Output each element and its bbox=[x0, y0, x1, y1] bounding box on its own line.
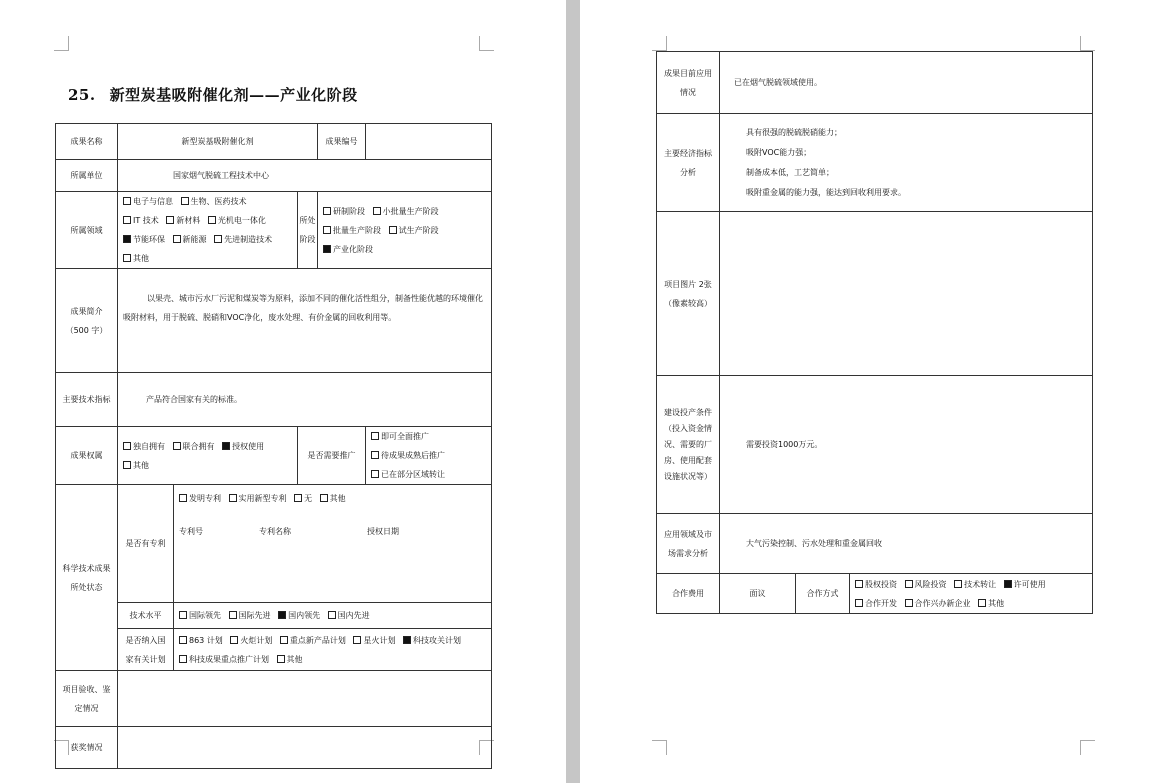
tech-text[interactable]: 产品符合国家有关的标准。 bbox=[118, 373, 492, 427]
field-options bbox=[118, 192, 298, 269]
plan-options bbox=[174, 629, 492, 671]
stage-options bbox=[318, 192, 492, 269]
checkbox-option[interactable] bbox=[123, 216, 159, 225]
intro-label: 成果简介 bbox=[70, 306, 103, 316]
margin-mark bbox=[54, 36, 69, 51]
checkbox-empty-icon[interactable] bbox=[230, 636, 238, 644]
checkbox-option[interactable] bbox=[222, 442, 264, 451]
checkbox-empty-icon[interactable] bbox=[978, 599, 986, 607]
intro-sub: （500 字） bbox=[65, 325, 108, 335]
checkbox-option[interactable] bbox=[277, 655, 303, 664]
page-gutter bbox=[566, 0, 580, 783]
title-number: 25. bbox=[68, 86, 96, 104]
checkbox-label: 国内先进 bbox=[337, 611, 370, 620]
invest-label: 建设投产条件（投入资金情况、需要的厂房、使用配套设施状况等） bbox=[657, 376, 720, 514]
checkbox-option[interactable] bbox=[954, 580, 996, 589]
margin-mark bbox=[1080, 740, 1095, 755]
checkbox-checked-icon[interactable] bbox=[403, 636, 411, 644]
code-label: 成果编号 bbox=[318, 124, 366, 160]
checkbox-option[interactable] bbox=[173, 235, 207, 244]
checkbox-label: 科技攻关计划 bbox=[413, 635, 461, 645]
checkbox-label: 联合拥有 bbox=[182, 441, 215, 451]
right-page bbox=[580, 0, 1156, 783]
checkbox-label: 国际先进 bbox=[238, 611, 271, 620]
checkbox-option[interactable] bbox=[373, 207, 439, 216]
checkbox-label: 研制阶段 bbox=[333, 206, 366, 216]
checkbox-empty-icon[interactable] bbox=[277, 655, 285, 663]
checkbox-label: 许可使用 bbox=[1013, 579, 1046, 589]
checkbox-empty-icon[interactable] bbox=[371, 451, 379, 459]
mode-options bbox=[850, 574, 1093, 614]
checkbox-label: 无 bbox=[304, 494, 313, 503]
checkbox-label: 其他 bbox=[286, 654, 303, 664]
checkbox-empty-icon[interactable] bbox=[320, 494, 328, 502]
checkbox-label: IT 技术 bbox=[133, 216, 159, 225]
checkbox-label: 重点新产品计划 bbox=[289, 635, 346, 645]
checkbox-checked-icon[interactable] bbox=[278, 611, 286, 619]
checkbox-label: 风险投资 bbox=[914, 579, 947, 589]
checkbox-label: 电子与信息 bbox=[133, 197, 173, 206]
intro-label-cell bbox=[56, 269, 118, 373]
checkbox-option[interactable] bbox=[978, 599, 1004, 608]
patent-options bbox=[179, 489, 486, 508]
checkbox-empty-icon[interactable] bbox=[166, 216, 174, 224]
patent-col-number: 专利号 bbox=[179, 527, 203, 536]
econ-line: 具有很强的脱硫脱硝能力； bbox=[746, 127, 842, 137]
patent-col-date: 授权日期 bbox=[367, 527, 399, 536]
field-label: 所属领域 bbox=[56, 192, 118, 269]
checkbox-label: 先进制造技术 bbox=[224, 235, 273, 244]
checkbox-option[interactable] bbox=[179, 636, 223, 645]
margin-mark bbox=[652, 36, 667, 51]
checkbox-option[interactable] bbox=[166, 216, 200, 225]
checkbox-checked-icon[interactable] bbox=[222, 442, 230, 450]
checkbox-checked-icon[interactable] bbox=[1004, 580, 1012, 588]
checkbox-checked-icon[interactable] bbox=[323, 245, 331, 253]
econ-line: 制备成本低，工艺简单； bbox=[746, 167, 834, 177]
accept-value[interactable] bbox=[118, 671, 492, 727]
checkbox-option[interactable] bbox=[855, 580, 897, 589]
mode-label: 合作方式 bbox=[796, 574, 850, 614]
checkbox-empty-icon[interactable] bbox=[371, 432, 379, 440]
checkbox-empty-icon[interactable] bbox=[181, 197, 189, 205]
checkbox-label: 已在部分区域转让 bbox=[381, 470, 446, 479]
achievement-form-left bbox=[55, 123, 492, 769]
page-title bbox=[68, 84, 358, 105]
checkbox-option[interactable] bbox=[320, 494, 346, 503]
checkbox-label: 即可全面推广 bbox=[381, 432, 430, 441]
checkbox-option[interactable] bbox=[371, 470, 445, 479]
checkbox-empty-icon[interactable] bbox=[954, 580, 962, 588]
images-label: 项目图片 2张（像素较高） bbox=[657, 212, 720, 376]
econ-label: 主要经济指标分析 bbox=[657, 114, 720, 212]
checkbox-empty-icon[interactable] bbox=[323, 226, 331, 234]
checkbox-option[interactable] bbox=[323, 207, 365, 216]
name-label: 成果名称 bbox=[56, 124, 118, 160]
checkbox-option[interactable] bbox=[230, 636, 272, 645]
checkbox-option[interactable] bbox=[123, 461, 149, 470]
checkbox-empty-icon[interactable] bbox=[229, 494, 237, 502]
checkbox-label: 节能环保 bbox=[133, 235, 165, 244]
checkbox-label: 光机电一体化 bbox=[217, 216, 266, 225]
checkbox-empty-icon[interactable] bbox=[389, 226, 397, 234]
checkbox-label: 合作开发 bbox=[865, 598, 897, 608]
checkbox-label: 批量生产阶段 bbox=[333, 225, 382, 235]
checkbox-empty-icon[interactable] bbox=[179, 611, 187, 619]
checkbox-label: 国际领先 bbox=[189, 611, 221, 620]
checkbox-option[interactable] bbox=[123, 197, 173, 206]
fee-value[interactable]: 面议 bbox=[720, 574, 796, 614]
checkbox-option[interactable] bbox=[208, 216, 266, 225]
rights-label: 成果权属 bbox=[56, 427, 118, 485]
checkbox-option[interactable] bbox=[123, 442, 165, 451]
checkbox-label: 科技成果重点推广计划 bbox=[189, 654, 269, 664]
checkbox-option[interactable] bbox=[905, 580, 947, 589]
rights-options bbox=[118, 427, 298, 485]
margin-mark bbox=[1080, 36, 1095, 51]
checkbox-empty-icon[interactable] bbox=[373, 207, 381, 215]
checkbox-empty-icon[interactable] bbox=[294, 494, 302, 502]
checkbox-empty-icon[interactable] bbox=[905, 599, 913, 607]
checkbox-label: 股权投资 bbox=[865, 579, 897, 589]
market-text[interactable]: 大气污染控制、污水处理和重金属回收 bbox=[720, 514, 1093, 574]
checkbox-empty-icon[interactable] bbox=[179, 636, 187, 644]
checkbox-empty-icon[interactable] bbox=[123, 254, 131, 262]
checkbox-option[interactable] bbox=[371, 451, 445, 460]
checkbox-empty-icon[interactable] bbox=[123, 216, 131, 224]
checkbox-label: 小批量生产阶段 bbox=[382, 206, 439, 216]
checkbox-empty-icon[interactable] bbox=[328, 611, 336, 619]
level-label: 技术水平 bbox=[118, 603, 174, 629]
patent-columns bbox=[179, 522, 486, 541]
checkbox-label: 技术转让 bbox=[964, 579, 997, 589]
status-label: 科学技术成果所处状态 bbox=[56, 485, 118, 671]
level-options bbox=[174, 603, 492, 629]
stage-label: 所处阶段 bbox=[298, 192, 318, 269]
checkbox-label: 发明专利 bbox=[189, 494, 221, 503]
market-label: 应用领域及市场需求分析 bbox=[657, 514, 720, 574]
checkbox-label: 试生产阶段 bbox=[398, 225, 439, 235]
checkbox-label: 授权使用 bbox=[232, 441, 265, 451]
checkbox-option[interactable] bbox=[371, 432, 429, 441]
checkbox-option[interactable] bbox=[123, 254, 149, 263]
checkbox-empty-icon[interactable] bbox=[280, 636, 288, 644]
checkbox-empty-icon[interactable] bbox=[353, 636, 361, 644]
checkbox-empty-icon[interactable] bbox=[123, 442, 131, 450]
checkbox-option[interactable] bbox=[280, 636, 346, 645]
checkbox-empty-icon[interactable] bbox=[123, 461, 131, 469]
checkbox-label: 产业化阶段 bbox=[333, 244, 374, 254]
checkbox-option[interactable] bbox=[328, 611, 370, 620]
award-value[interactable] bbox=[118, 727, 492, 769]
checkbox-empty-icon[interactable] bbox=[229, 611, 237, 619]
patent-label: 是否有专利 bbox=[118, 485, 174, 603]
checkbox-empty-icon[interactable] bbox=[173, 235, 181, 243]
checkbox-option[interactable] bbox=[323, 226, 381, 235]
checkbox-label: 其他 bbox=[988, 598, 1005, 608]
checkbox-option[interactable] bbox=[1004, 580, 1046, 589]
checkbox-empty-icon[interactable] bbox=[905, 580, 913, 588]
accept-label: 项目验收、鉴定情况 bbox=[56, 671, 118, 727]
checkbox-empty-icon[interactable] bbox=[323, 207, 331, 215]
checkbox-option[interactable] bbox=[179, 494, 221, 503]
checkbox-option[interactable] bbox=[389, 226, 439, 235]
margin-mark bbox=[652, 740, 667, 755]
checkbox-label: 星火计划 bbox=[363, 635, 396, 645]
checkbox-option[interactable] bbox=[353, 636, 395, 645]
checkbox-option[interactable] bbox=[294, 494, 312, 503]
checkbox-label: 其他 bbox=[329, 494, 346, 503]
checkbox-label: 国内领先 bbox=[288, 611, 321, 620]
checkbox-empty-icon[interactable] bbox=[371, 470, 379, 478]
checkbox-label: 其他 bbox=[133, 254, 149, 263]
promo-label: 是否需要推广 bbox=[298, 427, 366, 485]
checkbox-label: 863 计划 bbox=[189, 635, 223, 645]
econ-lines[interactable] bbox=[720, 114, 1093, 212]
intro-text-cell[interactable] bbox=[118, 269, 492, 373]
econ-line: 吸附VOC能力强； bbox=[746, 147, 812, 157]
app-label: 成果目前应用情况 bbox=[657, 52, 720, 114]
checkbox-empty-icon[interactable] bbox=[173, 442, 181, 450]
checkbox-option[interactable] bbox=[181, 197, 247, 206]
left-page bbox=[0, 0, 566, 783]
checkbox-empty-icon[interactable] bbox=[179, 494, 187, 502]
checkbox-option[interactable] bbox=[278, 611, 320, 620]
award-label: 获奖情况 bbox=[56, 727, 118, 769]
checkbox-empty-icon[interactable] bbox=[214, 235, 222, 243]
checkbox-option[interactable] bbox=[855, 599, 897, 608]
checkbox-empty-icon[interactable] bbox=[855, 580, 863, 588]
checkbox-label: 火炬计划 bbox=[240, 635, 273, 645]
promo-options bbox=[366, 427, 492, 485]
code-value[interactable] bbox=[366, 124, 492, 160]
checkbox-label: 待成果成熟后推广 bbox=[381, 451, 446, 460]
checkbox-empty-icon[interactable] bbox=[208, 216, 216, 224]
patent-col-name: 专利名称 bbox=[259, 527, 291, 536]
intro-text: 以果壳、城市污水厂污泥和煤炭等为原料，添加不同的催化活性组分，制备性能优越的环境催化吸附材料，用于脱硫、脱硝和VOC净化，废水处理、有价金属的回收利用等。 bbox=[123, 294, 483, 322]
checkbox-option[interactable] bbox=[905, 599, 971, 608]
tech-label: 主要技术指标 bbox=[56, 373, 118, 427]
checkbox-option[interactable] bbox=[323, 245, 373, 254]
title-text: 新型炭基吸附催化剂——产业化阶段 bbox=[109, 86, 358, 104]
checkbox-checked-icon[interactable] bbox=[123, 235, 131, 243]
plan-label: 是否纳入国家有关计划 bbox=[118, 629, 174, 671]
checkbox-option[interactable] bbox=[214, 235, 272, 244]
checkbox-option[interactable] bbox=[173, 442, 215, 451]
achievement-form-right bbox=[656, 51, 1093, 614]
invest-text[interactable]: 需要投资1000万元。 bbox=[720, 376, 1093, 514]
checkbox-label: 独自拥有 bbox=[133, 441, 165, 451]
checkbox-option[interactable] bbox=[403, 636, 461, 645]
checkbox-label: 新能源 bbox=[182, 235, 207, 244]
checkbox-empty-icon[interactable] bbox=[855, 599, 863, 607]
fee-label: 合作费用 bbox=[657, 574, 720, 614]
checkbox-option[interactable] bbox=[123, 235, 165, 244]
app-text[interactable]: 已在烟气脱硫领域使用。 bbox=[720, 52, 1093, 114]
checkbox-label: 新材料 bbox=[176, 216, 201, 225]
checkbox-label: 实用新型专利 bbox=[238, 494, 287, 503]
checkbox-option[interactable] bbox=[229, 494, 287, 503]
checkbox-label: 生物、医药技术 bbox=[190, 197, 247, 206]
unit-value[interactable]: 国家烟气脱硫工程技术中心 bbox=[118, 160, 492, 192]
images-area[interactable] bbox=[720, 212, 1093, 376]
checkbox-option[interactable] bbox=[179, 611, 221, 620]
checkbox-label: 合作兴办新企业 bbox=[914, 598, 971, 608]
checkbox-option[interactable] bbox=[179, 655, 269, 664]
checkbox-option[interactable] bbox=[229, 611, 271, 620]
checkbox-label: 其他 bbox=[133, 460, 149, 470]
margin-mark bbox=[479, 36, 494, 51]
checkbox-empty-icon[interactable] bbox=[179, 655, 187, 663]
patent-cell bbox=[174, 485, 492, 603]
econ-line: 吸附重金属的能力强，能达到回收利用要求。 bbox=[746, 187, 906, 197]
unit-label: 所属单位 bbox=[56, 160, 118, 192]
name-value[interactable]: 新型炭基吸附催化剂 bbox=[118, 124, 318, 160]
checkbox-empty-icon[interactable] bbox=[123, 197, 131, 205]
